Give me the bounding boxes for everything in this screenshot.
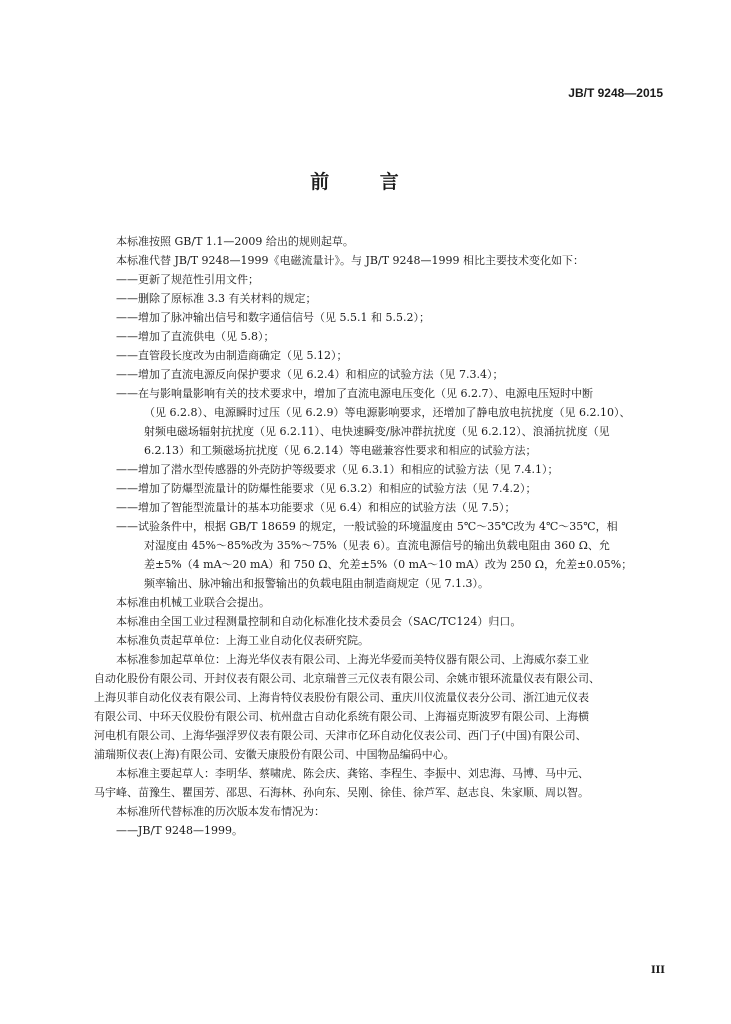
paragraph: 本标准由全国工业过程测量控制和自动化标准化技术委员会（SAC/TC124）归口。 [116, 615, 522, 628]
page-title: 前 言 [310, 171, 421, 193]
paragraph-line: 本标准参加起草单位：上海光华仪表有限公司、上海光华爱而美特仪器有限公司、上海威尔泰工业 [116, 653, 589, 666]
change-item-continuation: 6.2.13）和工频磁场抗扰度（见 6.2.14）等电磁兼容性要求和相应的试验方法； [144, 444, 537, 457]
change-item-continuation: 差±5%（4 mA～20 mA）和 750 Ω、允差±5%（0 mA～10 mA）改为 250 Ω，允差±0.05%； [144, 558, 633, 571]
change-item: ——试验条件中，根据 GB/T 18659 的规定，一般试验的环境温度由 5℃～35℃改为 4℃～35℃，相 [116, 520, 618, 533]
change-item: ——增加了智能型流量计的基本功能要求（见 6.4）和相应的试验方法（见 7.5）； [116, 501, 516, 514]
change-item: ——直管段长度改为由制造商确定（见 5.12）； [116, 349, 348, 362]
paragraph-line: 浦瑞斯仪表(上海)有限公司、安徽天康股份有限公司、中国物品编码中心。 [94, 748, 455, 761]
change-item-continuation: 射频电磁场辐射抗扰度（见 6.2.11）、电快速瞬变/脉冲群抗扰度（见 6.2.12）、浪涌抗扰度（见 [144, 425, 610, 438]
foreword-body [94, 232, 668, 840]
standard-code: JB/T 9248—2015 [568, 86, 663, 100]
paragraph-line: 马宇峰、苗豫生、瞿国芳、邵思、石海林、孙向东、吴刚、徐佳、徐芦军、赵志良、朱家顺、周以智。 [94, 786, 589, 799]
paragraph-line: 本标准主要起草人：李明华、蔡啸虎、陈会庆、龚铭、李程生、李振中、刘忠海、马博、马中元、 [116, 767, 589, 780]
paragraph: 本标准由机械工业联合会提出。 [116, 596, 270, 609]
change-item: ——增加了直流电源反向保护要求（见 6.2.4）和相应的试验方法（见 7.3.4）； [116, 368, 504, 381]
paragraph-line: 上海贝菲自动化仪表有限公司、上海肯特仪表股份有限公司、重庆川仪流量仪表分公司、浙江迪元仪表 [94, 691, 589, 704]
change-item: ——在与影响量影响有关的技术要求中，增加了直流电源电压变化（见 6.2.7）、电源电压短时中断 [116, 387, 593, 400]
change-item: ——增加了直流供电（见 5.8）； [116, 330, 275, 343]
paragraph-line: 河电机有限公司、上海华强浮罗仪表有限公司、天津市亿环自动化仪表公司、西门子(中国)有限公司、 [94, 729, 587, 742]
paragraph-line: 有限公司、中环天仪股份有限公司、杭州盘古自动化系统有限公司、上海福克斯波罗有限公司、上海横 [94, 710, 589, 723]
paragraph: 本标准负责起草单位：上海工业自动化仪表研究院。 [116, 634, 369, 647]
change-item: ——删除了原标准 3.3 有关材料的规定； [116, 292, 317, 305]
paragraph: ——JB/T 9248—1999。 [116, 824, 244, 837]
change-item: ——增加了防爆型流量计的防爆性能要求（见 6.3.2）和相应的试验方法（见 7.4.2）； [116, 482, 537, 495]
paragraph-line: 自动化股份有限公司、开封仪表有限公司、北京瑞普三元仪表有限公司、余姚市银环流量仪表有限公司、 [94, 672, 600, 685]
paragraph: 本标准代替 JB/T 9248—1999《电磁流量计》。与 JB/T 9248—1999 相比主要技术变化如下： [116, 254, 585, 267]
paragraph: 本标准所代替标准的历次版本发布情况为： [116, 805, 325, 818]
page-number: III [650, 965, 665, 976]
change-item: ——增加了潜水型传感器的外壳防护等级要求（见 6.3.1）和相应的试验方法（见 7.4.1）； [116, 463, 559, 476]
change-item-continuation: 对湿度由 45%～85%改为 35%～75%（见表 6）。直流电源信号的输出负载电阻由 360 Ω、允 [144, 539, 610, 552]
paragraph: 本标准按照 GB/T 1.1—2009 给出的规则起草。 [116, 235, 354, 248]
change-item: ——增加了脉冲输出信号和数字通信信号（见 5.5.1 和 5.5.2）； [116, 311, 430, 324]
change-item: ——更新了规范性引用文件； [116, 273, 259, 286]
change-item-continuation: （见 6.2.8）、电源瞬时过压（见 6.2.9）等电源影响要求，还增加了静电放电抗扰度（见 6.2.10）、 [144, 406, 631, 419]
change-item-continuation: 频率输出、脉冲输出和报警输出的负载电阻由制造商规定（见 7.1.3）。 [144, 577, 489, 590]
